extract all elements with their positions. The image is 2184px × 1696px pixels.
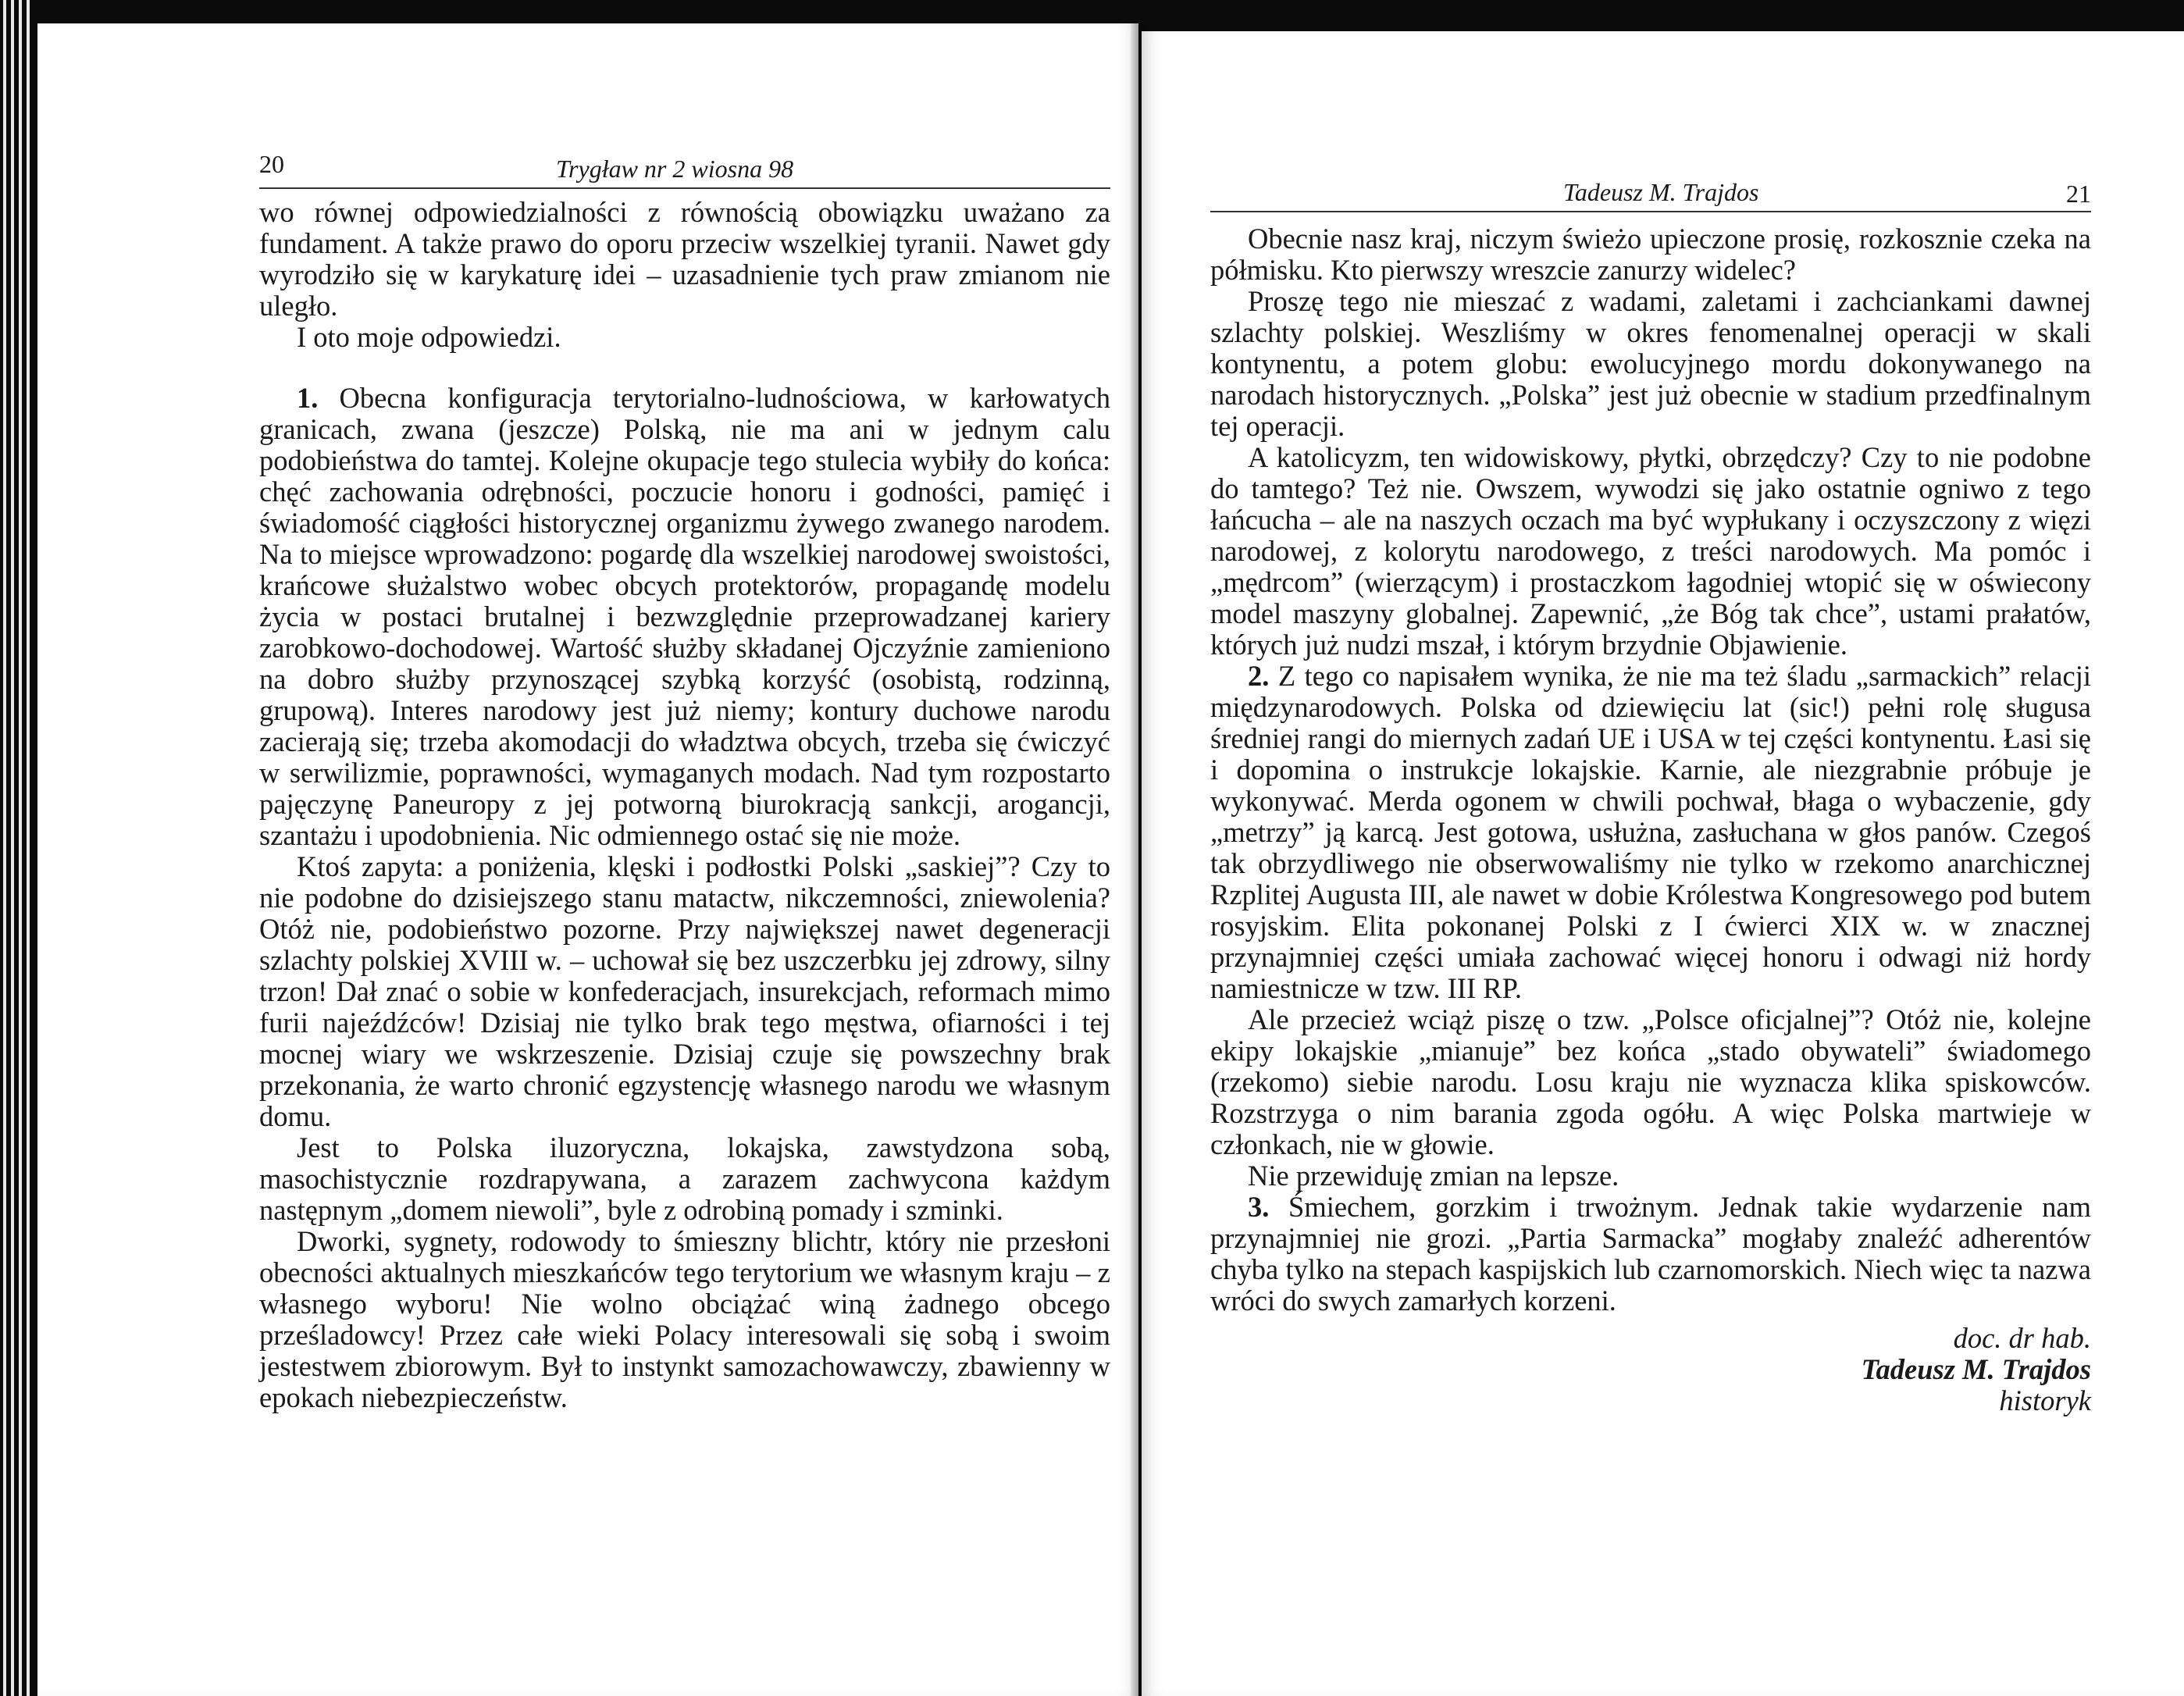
author-degree: doc. dr hab. xyxy=(1953,1322,2091,1354)
page-stack-edge xyxy=(3,0,6,1696)
paragraph-number: 2. xyxy=(1248,660,1270,692)
header-rule xyxy=(1210,211,2091,212)
running-title: Tadeusz M. Trajdos xyxy=(1563,178,1759,206)
paragraph: I oto moje odpowiedzi. xyxy=(297,321,561,353)
right-running-head xyxy=(1210,173,2091,208)
page-stack-edge xyxy=(19,0,22,1696)
header-rule xyxy=(259,187,1110,189)
author-name: Tadeusz M. Trajdos xyxy=(1861,1353,2091,1385)
paragraph: Dworki, sygnety, rodowody to śmieszny blichtr, który nie przesłoni obecności aktualnych mieszkańców tego terytorium we własnym kraju – z własnego wyboru! Nie wolno obciążać winą żadnego obcego prześladowcy! Przez całe wieki Polacy interesowali się sobą i swoim jestestwem zbiorowym. Był to instynkt samozachowawczy, zbawienny w epokach niebezpieczeństw. xyxy=(259,1225,1110,1413)
page-stack-edge xyxy=(27,0,30,1696)
paragraph: Ale przecież wciąż piszę o tzw. „Polsce oficjalnej”? Otóż nie, kolejne ekipy lokajskie „mianuje” bez końca „stado obywateli” świadomego (rzekomo) siebie narodu. Losu kraju nie wyznacza klika spiskowców. Rozstrzyga o nim barania zgoda ogółu. A więc Polska martwieje w członkach, nie w głowie. xyxy=(1210,1003,2091,1160)
right-body-text xyxy=(1210,223,2091,1416)
paragraph: Obecnie nasz kraj, niczym świeżo upieczone prosię, rozkosznie czeka na półmisku. Kto pierwszy wreszcie zanurzy widelec? xyxy=(1210,223,2091,286)
page-stack-edge xyxy=(11,0,14,1696)
right-page xyxy=(1142,31,2184,1696)
paragraph: A katolicyzm, ten widowiskowy, płytki, obrzędczy? Czy to nie podobne do tamtego? Też nie. Owszem, wywodzi się jako ostatnie ogniwo z tego łańcucha – ale na naszych oczach ma być wypłukany i oczyszczony z więzi narodowej, z kolorytu narodowego, z treści narodowych. Ma pomóc i „mędrcom” (wierzącym) i prostaczkom łagodniej wtopić się w oświecony model maszyny globalnej. Zapewnić, „że Bóg tak chce”, ustami prałatów, których już nudzi mszał, i którym brzydnie Objawienie. xyxy=(1210,441,2091,661)
paragraph-text: Śmiechem, gorzkim i trwożnym. Jednak takie wydarzenie nam przynajmniej nie grozi. „Partia Sarmacka” mogłaby znaleźć adherentów chyba tylko na stepach kaspijskich lub czarnomorskich. Niech więc ta nazwa wróci do swych zamarłych korzeni. xyxy=(1210,1191,2091,1317)
left-page xyxy=(37,23,1138,1696)
paragraph-number: 1. xyxy=(297,382,319,414)
left-running-head xyxy=(259,150,1110,184)
paragraph-text: Obecna konfiguracja terytorialno-ludnościowa, w karłowatych granicach, zwana (jeszcze) Polską, nie ma ani w jednym calu podobieństwa do tamtej. Kolejne okupacje tego stulecia wybiły do końca: chęć zachowania odrębności, poczucie honoru i godności, pamięć i świadomość ciągłości historycznej organizmu żywego zwanego narodem. Na to miejsce wprowadzono: pogardę dla wszelkiej narodowej swoistości, krańcowe służalstwo wobec obcych protektorów, propagandę modelu życia w postaci brutalnej i bezwzględnie przeprowadzanej kariery zarobkowo-dochodowej. Wartość służby składanej Ojczyźnie zamieniono na dobro służby przynoszącej szybką korzyść (osobistą, rodzinną, grupową). Interes narodowy jest już niemy; kontury duchowe narodu zacierają się; trzeba akomodacji do władztwa obcych, trzeba się ćwiczyć w serwilizmie, poprawności, wymaganych modach. Nad tym rozpostarto pajęczynę Paneuropy z jej potworną biurokracją sankcji, arogancji, szantażu i upodobnienia. Nic odmiennego ostać się nie może. xyxy=(259,382,1110,851)
paragraph-number: 3. xyxy=(1248,1191,1270,1223)
paragraph-text: Z tego co napisałem wynika, że nie ma też śladu „sarmackich” relacji międzynarodowych. Polska od dziewięciu lat (sic!) pełni rolę sługusa średniej rangi do miernych zadań UE i USA w tej części kontynentu. Łasi się i dopomina o instrukcje lokajskie. Karnie, ale niezgrabnie próbuje je wykonywać. Merda ogonem w chwili pochwał, błaga o wybaczenie, gdy „metrzy” ją karcą. Jest gotowa, usłużna, zasłuchana w głos panów. Czegoś tak obrzydliwego nie obserwowaliśmy nie tylko w rzekomo anarchicznej Rzplitej Augusta III, ale nawet w dobie Królestwa Kongresowego pod butem rosyjskim. Elita pokonanej Polski z I ćwierci XIX w. w znacznej przynajmniej części umiała zachować więcej honoru i odwagi niż hordy namiestnicze w tzw. III RP. xyxy=(1210,660,2091,1004)
page-number: 20 xyxy=(259,150,284,178)
left-body-text xyxy=(259,197,1110,1413)
page-number: 21 xyxy=(2066,180,2091,208)
running-title: Trygław nr 2 wiosna 98 xyxy=(556,155,794,183)
paragraph: Proszę tego nie mieszać z wadami, zaletami i zachciankami dawnej szlachty polskiej. Weszliśmy w okres fenomenalnej operacji w skali kontynentu, a potem globu: ewolucyjnego mordu dokonywanego na narodach historycznych. „Polska” jest już obecnie w stadium przedfinalnym tej operacji. xyxy=(1210,285,2091,442)
author-role: historyk xyxy=(1999,1384,2091,1416)
numbered-paragraph xyxy=(259,383,1110,851)
numbered-paragraph xyxy=(1210,661,2091,1004)
paragraph: Jest to Polska iluzoryczna, lokajska, zawstydzona sobą, masochistycznie rozdrapywana, a zarazem zachwycona każdym następnym „domem niewoli”, byle z odrobiną pomady i szminki. xyxy=(259,1131,1110,1226)
paragraph: Nie przewiduję zmian na lepsze. xyxy=(1248,1160,1619,1192)
paragraph: Ktoś zapyta: a poniżenia, klęski i podłostki Polski „saskiej”? Czy to nie podobne do dzisiejszego stanu matactw, nikczemności, zniewolenia? Otóż nie, podobieństwo pozorne. Przy największej nawet degeneracji szlachty polskiej XVIII w. – uchował się bez uszczerbku jej zdrowy, silny trzon! Dał znać o sobie w konfederacjach, insurekcjach, reformach mimo furii najeźdźców! Dzisiaj nie tylko brak tego męstwa, ofiarności i tej mocnej wiary we wskrzeszenie. Dzisiaj czuje się powszechny brak przekonania, że warto chronić egzystencję własnego narodu we własnym domu. xyxy=(259,850,1110,1132)
paragraph: wo równej odpowiedzialności z równością obowiązku uważano za fundament. A także prawo do oporu przeciw wszelkiej tyranii. Nawet gdy wyrodziło się w karykaturę idei – uzasadnienie tych praw zmianom nie uległo. xyxy=(259,196,1110,322)
numbered-paragraph xyxy=(1210,1192,2091,1317)
